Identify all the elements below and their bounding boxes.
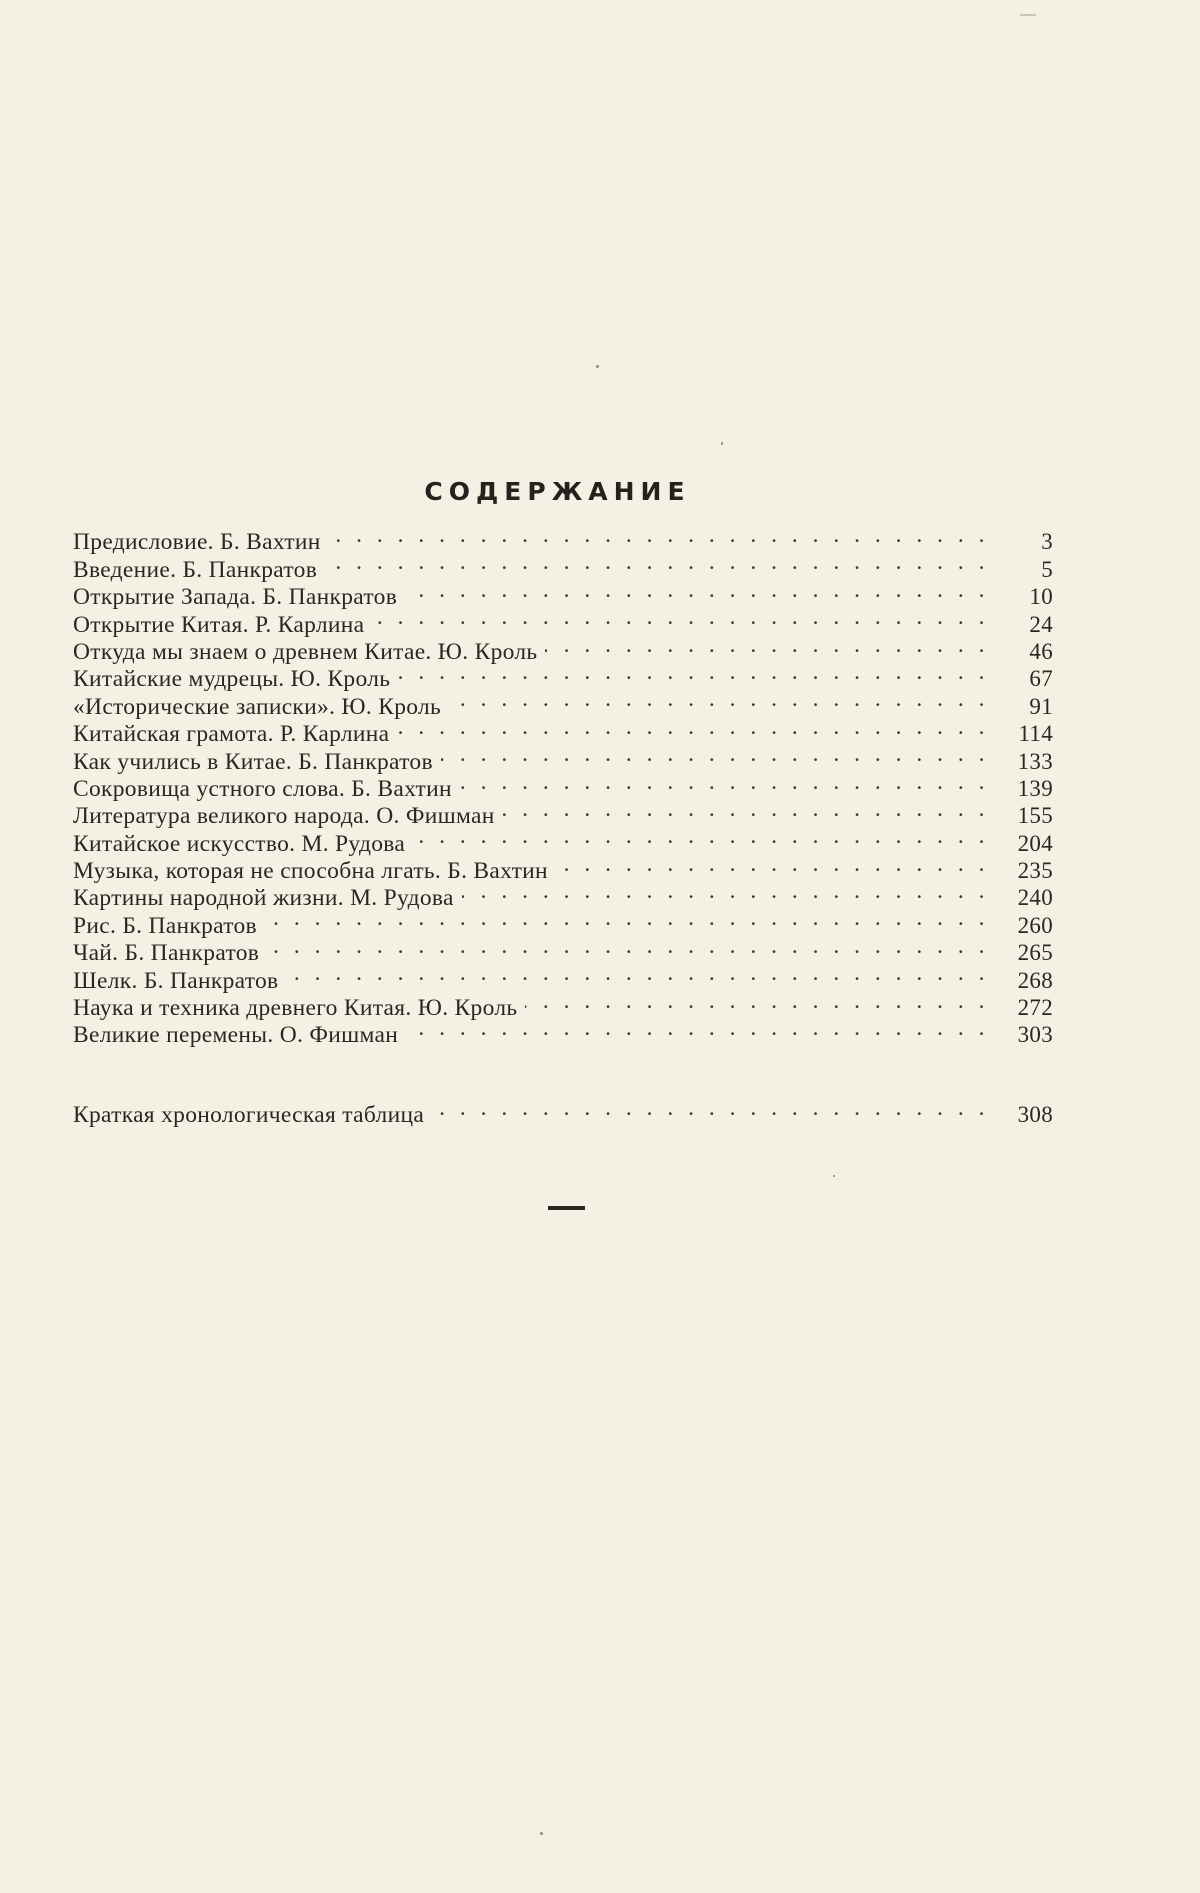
dot-leader (545, 632, 989, 659)
toc-entry-page: 67 (1029, 666, 1053, 692)
table-of-contents (73, 522, 1053, 1049)
contents-heading: СОДЕРЖАНИЕ (424, 476, 691, 506)
toc-entry-title: Китайское искусство. М. Рудова (73, 830, 406, 857)
toc-entry-title: Как учились в Китае. Б. Панкратов (73, 748, 433, 775)
toc-entry-title: Открытие Запада. Б. Панкратов (73, 584, 398, 611)
dot-leader (329, 522, 989, 549)
toc-entry-title: Наука и техника древнего Китая. Ю. Кроль (73, 995, 518, 1022)
toc-entry-title: Китайские мудрецы. Ю. Кроль (73, 666, 391, 693)
toc-entry-title: Китайская грамота. Р. Карлина (73, 721, 390, 748)
toc-entry-title: Литература великого народа. О. Фишман (73, 803, 495, 830)
toc-entry-page: 91 (1029, 693, 1053, 719)
toc-entry-page: 24 (1029, 611, 1053, 637)
dot-leader (398, 659, 989, 686)
toc-entry-title: Музыка, которая не способна лгать. Б. Вахтин (73, 858, 548, 885)
toc-entry-page: 155 (1017, 803, 1053, 829)
toc-entry-title: Открытие Китая. Р. Карлина (73, 611, 365, 638)
dot-leader (397, 714, 989, 741)
appendix-list (73, 1095, 1053, 1129)
dot-leader (406, 1015, 989, 1042)
toc-entry-title: Чай. Б. Панкратов (73, 940, 260, 967)
toc-entry-appendix[interactable] (73, 1095, 1053, 1129)
toc-entry-page: 260 (1017, 912, 1053, 938)
print-speck (596, 365, 599, 368)
toc-entry-page: 204 (1017, 830, 1053, 856)
toc-entry-title: Краткая хронологическая таблица (73, 1102, 425, 1129)
dot-leader (432, 1095, 989, 1122)
dot-leader (405, 577, 989, 604)
toc-entry-title: Шелк. Б. Панкратов (73, 967, 279, 994)
toc-entry-title: Картины народной жизни. М. Рудова (73, 885, 454, 912)
dot-leader (460, 769, 989, 796)
toc-entry-page: 265 (1017, 940, 1053, 966)
toc-entry-title: Предисловие. Б. Вахтин (73, 529, 321, 556)
dot-leader (449, 686, 989, 713)
toc-entry-page: 240 (1017, 885, 1053, 911)
dot-leader (503, 796, 989, 823)
dot-leader (286, 960, 989, 987)
print-speck (721, 442, 723, 445)
toc-entry-page: 139 (1017, 775, 1053, 801)
toc-entry-page: 10 (1029, 584, 1053, 610)
toc-entry-page: 46 (1029, 638, 1053, 664)
dot-leader (267, 933, 989, 960)
print-speck (540, 1832, 543, 1835)
toc-entry-page: 235 (1017, 858, 1053, 884)
toc-entry-page: 3 (1041, 529, 1053, 555)
toc-entry-title: Сокровища устного слова. Б. Вахтин (73, 775, 452, 802)
toc-entry-page: 114 (1018, 721, 1053, 747)
dot-leader (413, 823, 989, 850)
toc-entry-title: Откуда мы знаем о древнем Китае. Ю. Кроль (73, 638, 538, 665)
toc-entry[interactable] (73, 522, 1053, 556)
toc-entry-title: Введение. Б. Панкратов (73, 556, 318, 583)
dot-leader (265, 905, 989, 932)
toc-entry-title: Рис. Б. Панкратов (73, 912, 257, 939)
toc-entry-page: 268 (1017, 967, 1053, 993)
dot-leader (556, 851, 989, 878)
dot-leader (325, 549, 989, 576)
dot-leader (372, 604, 989, 631)
toc-entry-title: Великие перемены. О. Фишман (73, 1022, 399, 1049)
toc-entry-page: 308 (1017, 1102, 1053, 1128)
dot-leader (441, 741, 989, 768)
toc-entry-page: 303 (1017, 1022, 1053, 1048)
print-speck (833, 1175, 835, 1177)
dot-leader (525, 988, 989, 1015)
toc-entry-page: 5 (1041, 556, 1053, 582)
dot-leader (462, 878, 989, 905)
toc-entry-page: 272 (1017, 995, 1053, 1021)
print-speck (1020, 14, 1036, 16)
toc-entry-page: 133 (1017, 748, 1053, 774)
toc-entry-title: «Исторические записки». Ю. Кроль (73, 693, 442, 720)
end-rule (548, 1206, 585, 1210)
